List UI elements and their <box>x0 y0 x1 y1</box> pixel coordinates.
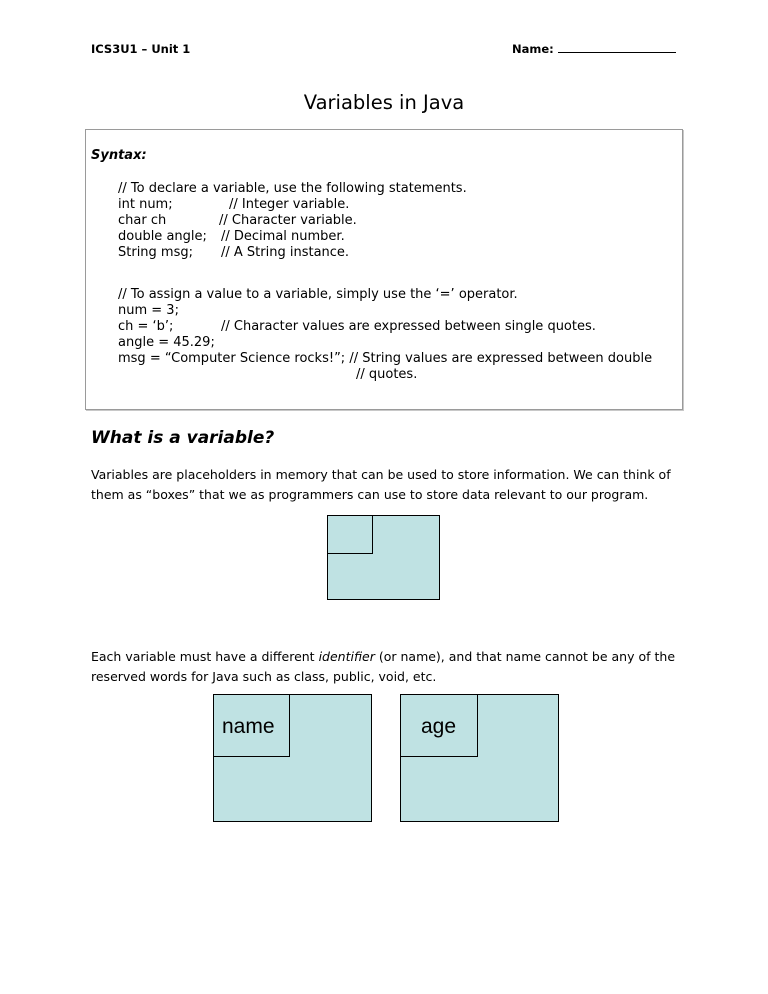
age-variable-box <box>400 694 559 822</box>
syntax-label: Syntax: <box>91 148 147 163</box>
decl-code-string: String msg; <box>118 245 193 260</box>
decl-code-char: char ch <box>118 213 167 228</box>
paragraph-2-line-2: reserved words for Java such as class, public, void, etc. <box>91 669 437 684</box>
page-title: Variables in Java <box>303 91 465 114</box>
decl-code-int: int num; <box>118 197 173 212</box>
age-box-label: age <box>421 715 457 738</box>
assign-comment: // To assign a value to a variable, simply use the ‘=’ operator. <box>118 287 518 302</box>
name-blank-line <box>558 42 676 53</box>
declare-comment: // To declare a variable, use the following statements. <box>118 181 467 196</box>
paragraph-2-text-a: Each variable must have a different <box>91 649 319 664</box>
decl-comment-string: // A String instance. <box>221 245 350 260</box>
paragraph-2-text-b: (or name), and that name cannot be any of the <box>374 649 676 664</box>
name-field <box>512 42 676 56</box>
decl-comment-double: // Decimal number. <box>221 229 345 244</box>
course-unit-label: ICS3U1 – Unit 1 <box>91 42 191 56</box>
paragraph-1-line-1: Variables are placeholders in memory that can be used to store information. We can think of <box>91 467 671 482</box>
name-label: Name: <box>512 42 554 56</box>
variable-box-label-area <box>327 515 373 554</box>
assign-ch-code: ch = ‘b’; <box>118 319 174 334</box>
paragraph-1-line-2: them as “boxes” that we as programmers can use to store data relevant to our program. <box>91 487 649 502</box>
assign-msg-continuation: // quotes. <box>356 367 418 382</box>
section-heading: What is a variable? <box>91 428 275 448</box>
name-variable-box <box>213 694 372 822</box>
name-box-label: name <box>222 715 275 738</box>
assign-num: num = 3; <box>118 303 179 318</box>
paragraph-2-line-1 <box>91 647 675 667</box>
decl-comment-char: // Character variable. <box>219 213 357 228</box>
variable-box-figure <box>327 515 440 600</box>
decl-code-double: double angle; <box>118 229 207 244</box>
identifier-term: identifier <box>318 649 375 664</box>
assign-angle: angle = 45.29; <box>118 335 215 350</box>
assign-ch-comment: // Character values are expressed between single quotes. <box>221 319 596 334</box>
decl-comment-int: // Integer variable. <box>229 197 350 212</box>
assign-msg: msg = “Computer Science rocks!”; // String values are expressed between double <box>118 351 653 366</box>
